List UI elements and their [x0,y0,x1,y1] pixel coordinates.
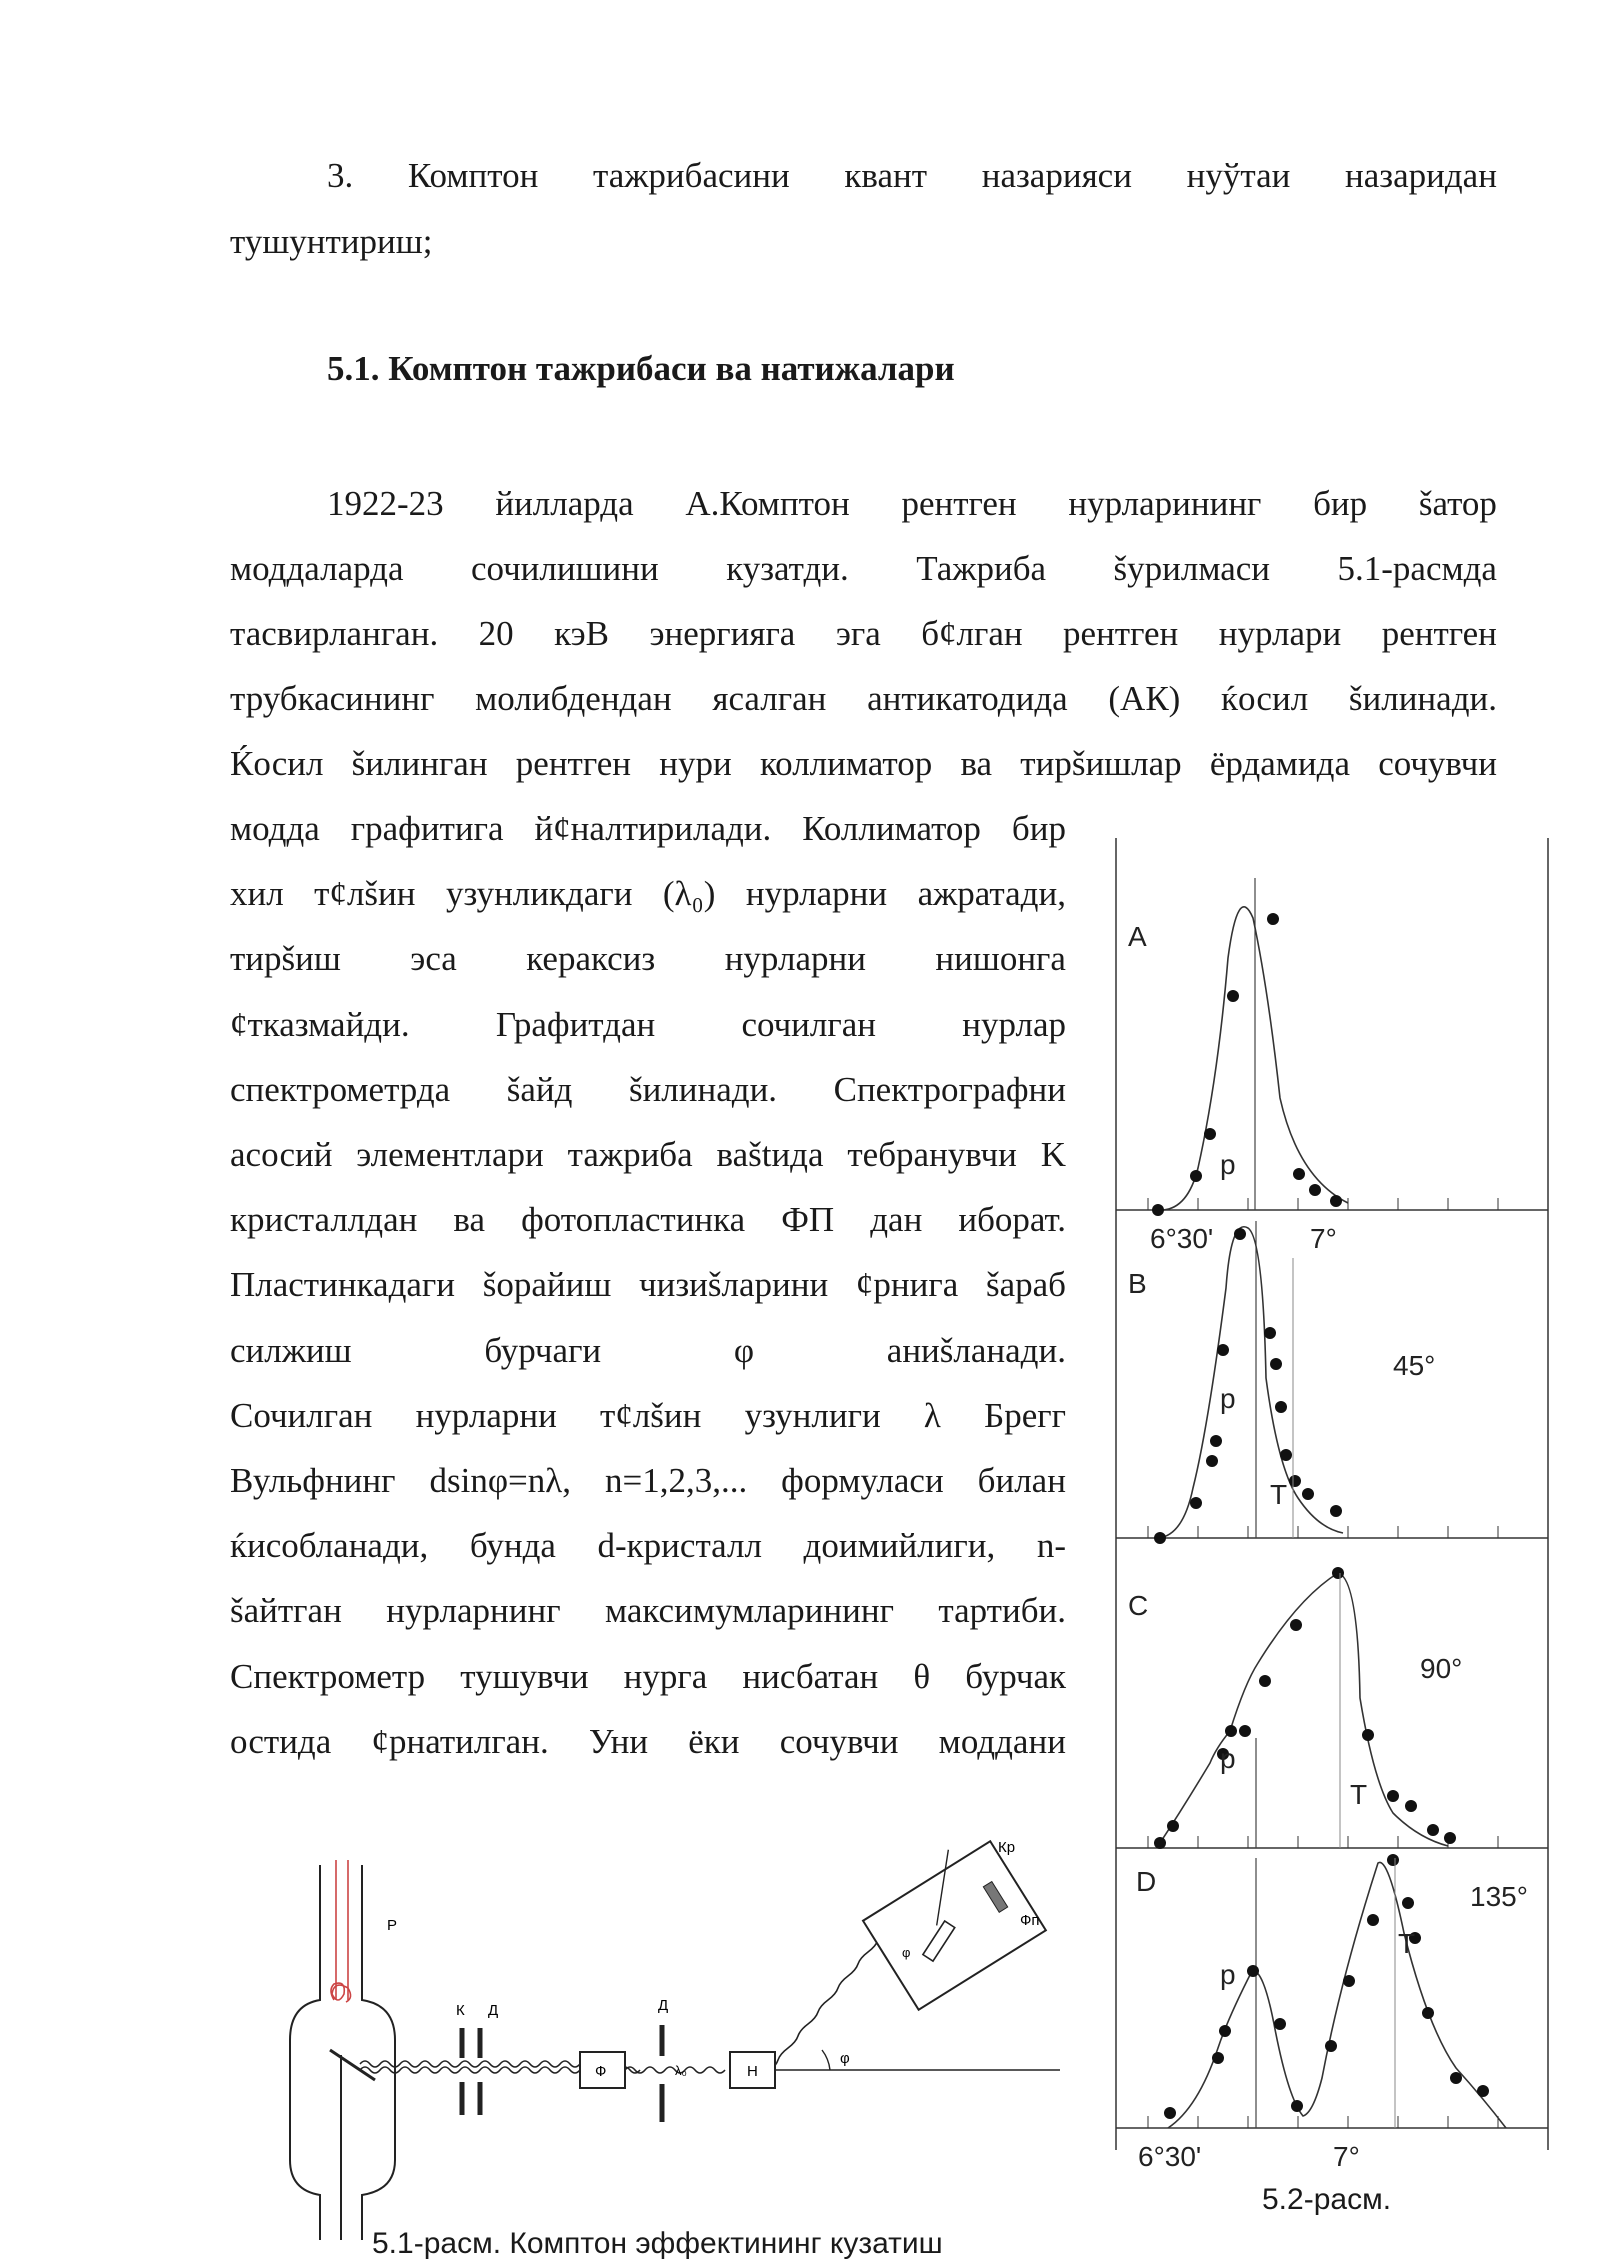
word: модда [230,809,320,848]
paragraph-line [230,874,1066,914]
word: доимийлиги, [803,1526,996,1566]
item-number: 3. [327,156,354,195]
word: спектрометрда [230,1069,451,1109]
data-point [1210,1435,1222,1447]
word: тартиби. [938,1591,1066,1631]
word: 5.1-расмда [1337,549,1497,588]
word: нисбатан [742,1656,879,1696]
word: K [1040,1135,1066,1174]
data-point [1405,1800,1417,1812]
paragraph-line [230,744,1497,784]
word: дан [870,1200,923,1240]
panel-letter: D [1136,1866,1157,1897]
word: нуўтаи [1186,156,1291,195]
data-point [1387,1790,1399,1802]
paragraph-line [230,1070,1066,1110]
data-point [1290,1619,1302,1631]
data-point [1212,2052,1224,2064]
word: узунлиги [744,1395,881,1435]
spectrum-curve [1158,1227,1343,1538]
word: Графитдан [495,1004,656,1044]
spectrum-curve [1158,1573,1448,1846]
label-phi1: φ [840,2050,850,2067]
peak-label-t: T [1270,1479,1288,1510]
data-point [1293,1168,1305,1180]
data-point [1309,1184,1321,1196]
data-point [1225,1725,1237,1737]
word: рентген [515,744,632,783]
label-h: Н [747,2063,758,2080]
word: d-кристалл [597,1526,762,1566]
word: (λ₀) [662,874,716,914]
word: šараб [985,1265,1066,1305]
word: Вульфнинг [230,1461,396,1500]
peak-label-p: p [1220,1743,1236,1774]
word: нишонга [935,939,1066,979]
section-heading: 5.1. Комптон тажрибаси ва натижалари [327,349,955,388]
word: тебранувчи [847,1135,1017,1174]
word: иборат. [958,1200,1066,1240]
word: нурларни [745,874,888,914]
word: тирšишлар [1020,744,1182,783]
word: трубкасининг [230,679,435,718]
data-point [1152,1204,1164,1216]
panel-letter: B [1128,1268,1147,1299]
data-point [1264,1327,1276,1339]
peak-label-p: p [1220,1383,1236,1414]
data-point [1190,1497,1202,1509]
data-point [1270,1358,1282,1370]
data-point [1330,1195,1342,1207]
word: ва [453,1200,486,1240]
word: эга [835,614,881,653]
data-point [1343,1975,1355,1987]
word: кристаллдан [230,1200,418,1240]
word: 1922-23 [327,484,444,523]
word: йилларда [495,484,634,523]
word: силжиш [230,1330,352,1370]
data-point [1239,1725,1251,1737]
word: šурилмаси [1113,549,1271,588]
word: 20 [478,614,514,653]
paragraph-line [230,1135,1066,1175]
word: ажратади, [917,874,1066,914]
word: сочилишини [470,549,659,588]
word: молибдендан [475,679,672,718]
word: šилинган [351,744,488,783]
data-point [1154,1837,1166,1849]
word: сочувчи [779,1721,899,1761]
data-point [1302,1488,1314,1500]
word: тажриба [567,1135,693,1174]
label-d1: Д [488,2002,499,2019]
figure-spectra-caption: 5.2-расм. [1262,2183,1392,2216]
paragraph-line [230,1265,1066,1305]
data-point [1274,2018,1286,2030]
word: т¢лšин [600,1395,702,1435]
data-point [1325,2040,1337,2052]
word: рентген [1063,614,1179,653]
word: Коллиматор [802,809,981,848]
word: šатор [1418,484,1497,523]
word: бурчак [965,1656,1066,1696]
word: рентген [901,484,1017,523]
data-point [1247,1965,1259,1977]
figure-setup-caption: 5.1-расм. Комптон эффектининг кузатиш [372,2227,943,2260]
paragraph-line [230,549,1497,589]
word: т¢лšин [314,874,416,914]
word: нурларни [415,1395,557,1435]
word: билан [977,1461,1066,1500]
word: Сочилган [230,1395,373,1435]
angle-arc [822,2050,830,2070]
peak-label-t: T [1398,1928,1416,1959]
word: кузатди. [726,549,849,588]
word: моддани [938,1721,1066,1761]
word: ¢рнатилган. [371,1721,549,1761]
word: Пластинкадаги [230,1265,456,1305]
word: моддаларда [230,549,404,588]
word: ёки [688,1721,740,1761]
data-point [1330,1505,1342,1517]
word: šайд [506,1069,573,1109]
word: n- [1036,1526,1066,1566]
paragraph-line [230,1005,1066,1045]
paragraph-line [230,809,1066,849]
axis-label: 7° [1333,2141,1360,2172]
data-point [1291,2100,1303,2112]
word: Ќосил [230,744,324,783]
word: тушувчи [460,1656,589,1696]
paragraph-line [230,1461,1066,1501]
figure-spectra [1108,838,1558,2172]
word: Спектрометр [230,1656,426,1696]
word: бурчаги [484,1330,602,1370]
paragraph-line [230,614,1497,654]
word: сочилган [741,1004,876,1044]
word: назарияси [981,156,1132,195]
word: Тажриба [916,549,1047,588]
paragraph-line [230,1396,1066,1436]
word: ясалган [712,679,827,718]
word: Брегг [984,1395,1066,1435]
axis-label: 6°30' [1150,1223,1214,1254]
axis-label: 6°30' [1138,2141,1202,2172]
word: ¢рнига [855,1265,959,1305]
paragraph-line [230,1331,1066,1371]
paragraph-line [230,679,1497,719]
data-point [1387,1854,1399,1866]
word: формуласи [781,1461,944,1500]
word: нурларни [724,939,866,979]
word: šилинади. [628,1069,778,1109]
item-3-line-1 [327,156,1497,196]
data-point [1362,1729,1374,1741]
data-point [1402,1897,1414,1909]
word: б¢лган [921,614,1023,653]
word: θ [913,1656,931,1696]
word: хил [230,874,284,914]
word: тирšиш [230,939,341,979]
data-point [1422,2007,1434,2019]
word: ФП [781,1200,835,1240]
word: узунликдаги [445,874,633,914]
paragraph-line [230,1200,1066,1240]
word: коллиматор [759,744,933,783]
word: нурга [623,1656,708,1696]
word: ќисобланади, [230,1526,429,1566]
axis-label: 7° [1310,1223,1337,1254]
label-kr: Кр [998,1839,1016,1856]
data-point [1280,1449,1292,1461]
data-point [1167,1820,1179,1832]
label-d2: Д [658,1997,669,2014]
data-point [1204,1128,1216,1140]
data-point [1289,1475,1301,1487]
peak-label-p: p [1220,1959,1236,1990]
data-point [1367,1914,1379,1926]
figure-setup [270,1830,1070,2250]
data-point [1206,1455,1218,1467]
panel-letter: C [1128,1590,1149,1621]
paragraph-line [230,939,1066,979]
word: асосий [230,1135,333,1174]
paragraph-line [230,1657,1066,1697]
word: φ [733,1330,755,1370]
label-fp: Фп [1020,1912,1040,1929]
panel-angle: 135° [1470,1881,1528,1912]
word: аниšланади. [886,1330,1066,1370]
word: А.Комптон [685,484,850,523]
paragraph-line [230,1526,1066,1566]
word: (АК) [1108,679,1181,718]
panel-angle: 90° [1420,1653,1463,1684]
data-point [1275,1401,1287,1413]
peak-label-t: T [1350,1779,1368,1810]
word: šорайиш [482,1265,612,1305]
word: нурларининг [1068,484,1262,523]
data-point [1477,2085,1489,2097]
data-point [1227,990,1239,1002]
data-point [1450,2072,1462,2084]
word: антикатодида [867,679,1068,718]
label-f: Ф [595,2063,607,2080]
word: n=1,2,3,... [604,1461,748,1500]
paragraph-line [230,1722,1066,1762]
word: ¢тказмайди. [230,1004,410,1044]
word: ва [960,744,993,783]
label-k: К [456,2002,465,2019]
panel-angle: 45° [1393,1350,1436,1381]
word: šилинади. [1348,679,1497,718]
word: сочувчи [1378,744,1497,783]
word: чизиšларини [639,1265,829,1305]
word: графитига [350,809,504,848]
word: dsinφ=nλ, [429,1461,571,1500]
spectrometer [855,1829,1046,2010]
word: тажрибасини [592,156,790,195]
word: квант [844,156,928,195]
word: Спектрографни [833,1069,1066,1109]
data-point [1219,2025,1231,2037]
data-point [1444,1832,1456,1844]
label-tube: Р [387,1917,398,1934]
word: энергияга [649,614,796,653]
word: ваštида [716,1135,824,1174]
word: эса [410,939,457,979]
word: šайтган [230,1591,342,1631]
data-point [1154,1532,1166,1544]
peak-label-p: p [1220,1149,1236,1180]
word: тасвирланган. [230,614,439,653]
word: кэВ [554,614,610,653]
word: λ [923,1395,941,1435]
word: фотопластинка [521,1200,746,1240]
cathode-filament [331,1860,351,2002]
data-point [1267,913,1279,925]
word: бир [1313,484,1368,523]
data-point [1190,1170,1202,1182]
word: й¢налтирилади. [534,809,772,848]
data-point [1427,1824,1439,1836]
paragraph-line [230,1591,1066,1631]
word: Комптон [407,156,539,195]
data-point [1164,2107,1176,2119]
word: нурлар [962,1004,1066,1044]
word: ќосил [1221,679,1309,718]
x-ray-tube [290,1865,398,2240]
label-lambda0: λ₀ [675,2063,687,2078]
paragraph-line [327,484,1497,524]
word: максимумларининг [604,1591,894,1631]
item-3-line-2: тушунтириш; [230,222,433,261]
panel-letter: A [1128,921,1147,952]
word: элементлари [356,1135,544,1174]
word: рентген [1381,614,1497,653]
word: остида [230,1721,332,1761]
data-point [1259,1675,1271,1687]
data-point [1332,1567,1344,1579]
word: назаридан [1345,156,1497,195]
word: нурларнинг [386,1591,561,1631]
word: ёрдамида [1209,744,1350,783]
word: Уни [588,1721,649,1761]
word: нури [659,744,732,783]
word: кераксиз [526,939,656,979]
word: нурлари [1218,614,1342,653]
data-point [1217,1344,1229,1356]
word: бунда [469,1526,556,1566]
data-point [1234,1228,1246,1240]
spectrum-curve [1168,1862,1506,2128]
word: бир [1011,809,1066,848]
label-phi2: φ [902,1945,911,1960]
